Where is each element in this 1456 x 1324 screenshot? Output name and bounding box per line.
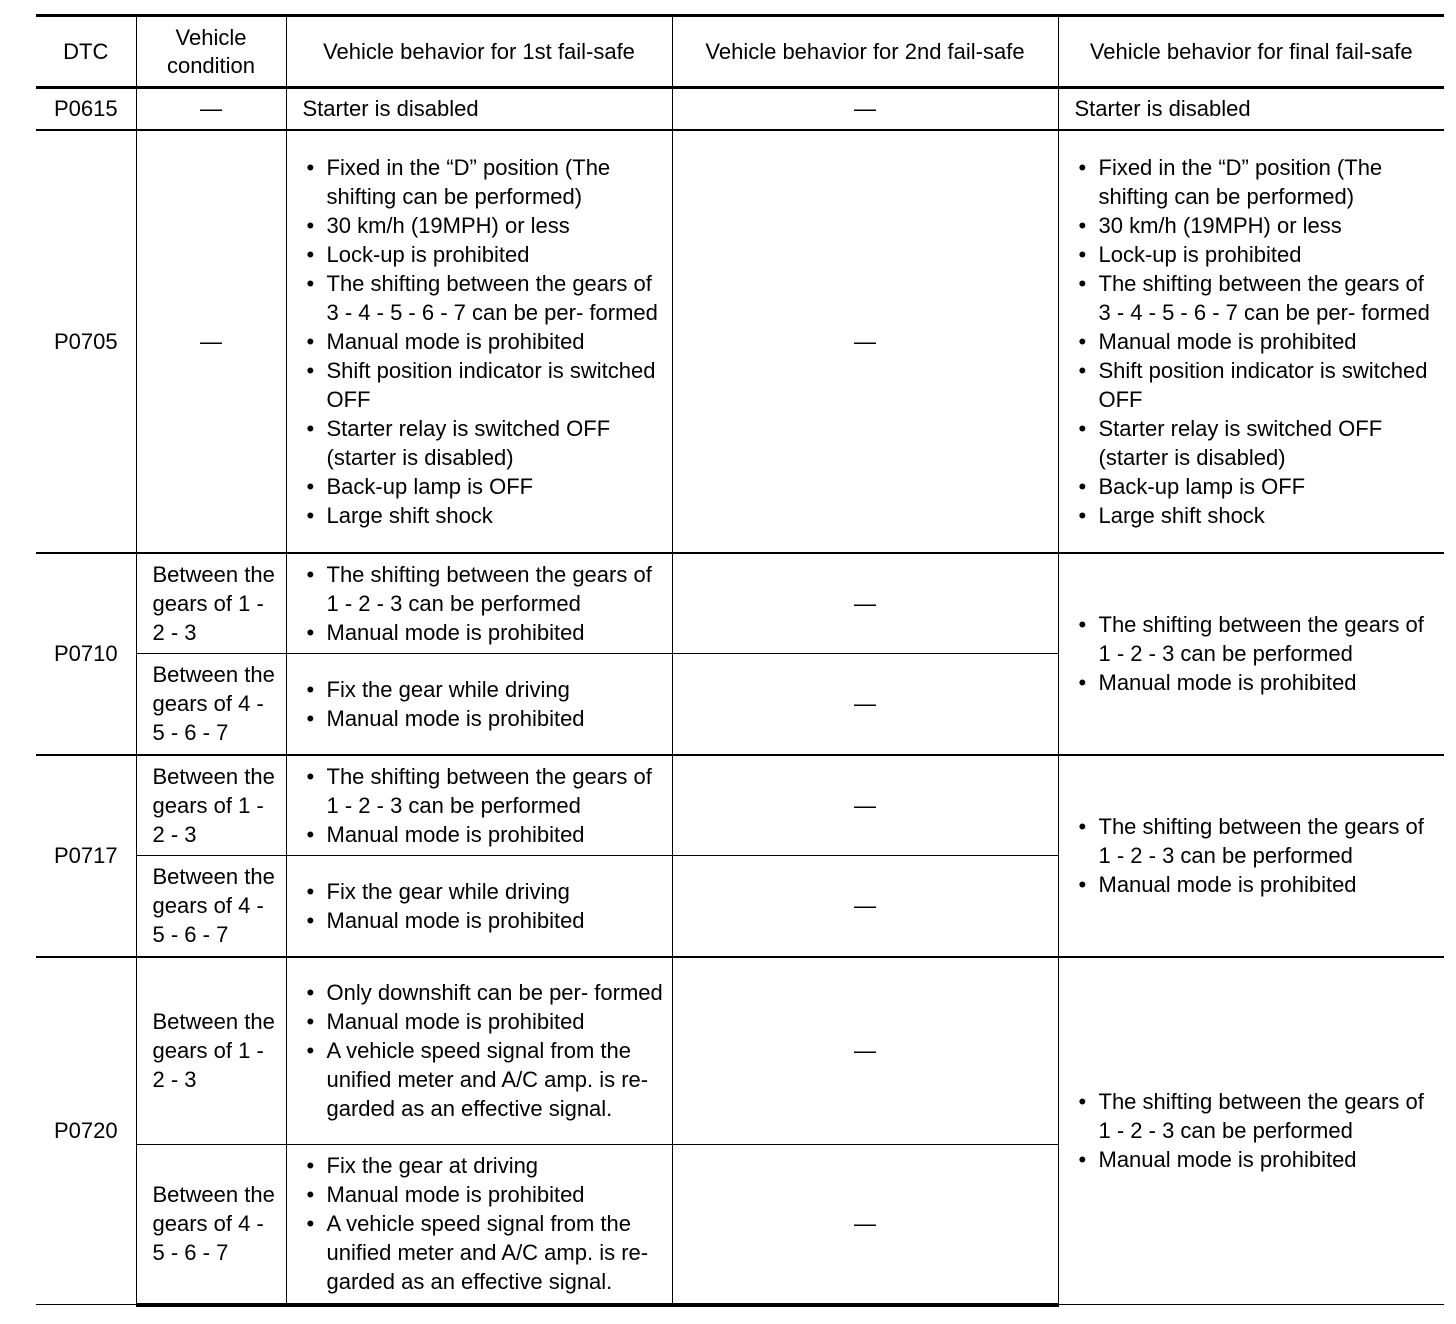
dtc-code: P0615 <box>36 88 136 130</box>
second-fail-safe: — <box>672 553 1058 654</box>
bullet-item: • The shifting between the gears of 1 - 2 - 3 can be performed <box>1075 812 1437 870</box>
dtc-code: P0720 <box>36 957 136 1305</box>
bullet-item: • A vehicle speed signal from the unified meter and A/C amp. is re- garded as an effective signal. <box>303 1036 664 1123</box>
first-fail-safe: Starter is disabled <box>286 88 672 130</box>
header-dtc: DTC <box>36 16 136 88</box>
bullet-item: • Large shift shock <box>1075 501 1437 530</box>
table-row <box>36 957 1444 1145</box>
second-fail-safe: — <box>672 957 1058 1145</box>
bullet-item: • Fix the gear while driving <box>303 877 664 906</box>
bullet-item: • A vehicle speed signal from the unified meter and A/C amp. is re- garded as an effective signal. <box>303 1209 664 1296</box>
second-fail-safe: — <box>672 1145 1058 1305</box>
bullet-item: • Manual mode is prohibited <box>303 327 664 356</box>
first-fail-safe <box>286 1145 672 1305</box>
bullet-item: • Fixed in the “D” position (The shifting can be performed) <box>303 153 664 211</box>
fail-safe-table <box>36 14 1444 1307</box>
bullet-item: • Manual mode is prohibited <box>303 820 664 849</box>
bullet-item: • Fix the gear while driving <box>303 675 664 704</box>
bullet-item: • Manual mode is prohibited <box>303 906 664 935</box>
bullet-item: • Shift position indicator is switched OFF <box>1075 356 1437 414</box>
second-fail-safe: — <box>672 856 1058 957</box>
bullet-item: • Manual mode is prohibited <box>1075 668 1437 697</box>
table-row <box>36 755 1444 856</box>
behavior-list <box>287 669 672 739</box>
first-fail-safe <box>286 553 672 654</box>
behavior-list <box>287 147 672 536</box>
bullet-item: • Manual mode is prohibited <box>303 1180 664 1209</box>
bullet-item: • The shifting between the gears of 1 - 2 - 3 can be performed <box>1075 1087 1437 1145</box>
bullet-item: • Manual mode is prohibited <box>303 618 664 647</box>
bullet-item: • Only downshift can be per- formed <box>303 978 664 1007</box>
first-fail-safe <box>286 856 672 957</box>
bullet-item: • The shifting between the gears of 3 - 4 - 5 - 6 - 7 can be per- formed <box>1075 269 1437 327</box>
bullet-item: • Manual mode is prohibited <box>303 704 664 733</box>
bullet-item: • Starter relay is switched OFF (starter is disabled) <box>303 414 664 472</box>
bullet-item: • Back-up lamp is OFF <box>303 472 664 501</box>
bullet-item: • Manual mode is prohibited <box>303 1007 664 1036</box>
vehicle-condition: Between the gears of 4 - 5 - 6 - 7 <box>136 856 286 957</box>
vehicle-condition: Between the gears of 1 - 2 - 3 <box>136 553 286 654</box>
second-fail-safe: — <box>672 88 1058 130</box>
final-fail-safe <box>1058 130 1444 553</box>
final-fail-safe <box>1058 755 1444 957</box>
table-row <box>36 553 1444 654</box>
bullet-item: • 30 km/h (19MPH) or less <box>303 211 664 240</box>
bullet-item: • Lock-up is prohibited <box>1075 240 1437 269</box>
header-2nd-fail-safe: Vehicle behavior for 2nd fail-safe <box>672 16 1058 88</box>
bullet-item: • Shift position indicator is switched OFF <box>303 356 664 414</box>
behavior-list <box>1059 806 1445 905</box>
header-final-fail-safe: Vehicle behavior for final fail-safe <box>1058 16 1444 88</box>
second-fail-safe: — <box>672 130 1058 553</box>
bullet-item: • Lock-up is prohibited <box>303 240 664 269</box>
first-fail-safe <box>286 130 672 553</box>
bullet-item: • Fix the gear at driving <box>303 1151 664 1180</box>
vehicle-condition: Between the gears of 1 - 2 - 3 <box>136 957 286 1145</box>
first-fail-safe <box>286 755 672 856</box>
bullet-item: • The shifting between the gears of 3 - 4 - 5 - 6 - 7 can be per- formed <box>303 269 664 327</box>
first-fail-safe <box>286 654 672 755</box>
vehicle-condition: — <box>136 130 286 553</box>
table-row <box>36 130 1444 553</box>
header-1st-fail-safe: Vehicle behavior for 1st fail-safe <box>286 16 672 88</box>
dtc-code: P0705 <box>36 130 136 553</box>
final-fail-safe <box>1058 553 1444 755</box>
bullet-item: • Large shift shock <box>303 501 664 530</box>
behavior-list <box>1059 604 1445 703</box>
final-fail-safe <box>1058 957 1444 1305</box>
final-fail-safe: Starter is disabled <box>1058 88 1444 130</box>
vehicle-condition: Between the gears of 4 - 5 - 6 - 7 <box>136 1145 286 1305</box>
behavior-list <box>287 554 672 653</box>
bullet-item: • Back-up lamp is OFF <box>1075 472 1437 501</box>
bullet-item: • Starter relay is switched OFF (starter is disabled) <box>1075 414 1437 472</box>
vehicle-condition: Between the gears of 4 - 5 - 6 - 7 <box>136 654 286 755</box>
bullet-item: • The shifting between the gears of 1 - 2 - 3 can be performed <box>1075 610 1437 668</box>
bullet-item: • The shifting between the gears of 1 - 2 - 3 can be performed <box>303 762 664 820</box>
bullet-item: • Manual mode is prohibited <box>1075 327 1437 356</box>
behavior-list <box>287 1145 672 1302</box>
second-fail-safe: — <box>672 654 1058 755</box>
second-fail-safe: — <box>672 755 1058 856</box>
behavior-list <box>287 756 672 855</box>
behavior-list <box>287 871 672 941</box>
dtc-code: P0717 <box>36 755 136 957</box>
bullet-item: • 30 km/h (19MPH) or less <box>1075 211 1437 240</box>
bullet-item: • Manual mode is prohibited <box>1075 1145 1437 1174</box>
behavior-list <box>287 972 672 1129</box>
behavior-list <box>1059 147 1445 536</box>
dtc-code: P0710 <box>36 553 136 755</box>
bullet-item: • The shifting between the gears of 1 - 2 - 3 can be performed <box>303 560 664 618</box>
bullet-item: • Manual mode is prohibited <box>1075 870 1437 899</box>
bullet-item: • Fixed in the “D” position (The shifting can be performed) <box>1075 153 1437 211</box>
header-vehicle-condition: Vehicle condition <box>136 16 286 88</box>
vehicle-condition: Between the gears of 1 - 2 - 3 <box>136 755 286 856</box>
vehicle-condition: — <box>136 88 286 130</box>
behavior-list <box>1059 1081 1445 1180</box>
first-fail-safe <box>286 957 672 1145</box>
header-row <box>36 16 1444 88</box>
table-row <box>36 88 1444 130</box>
